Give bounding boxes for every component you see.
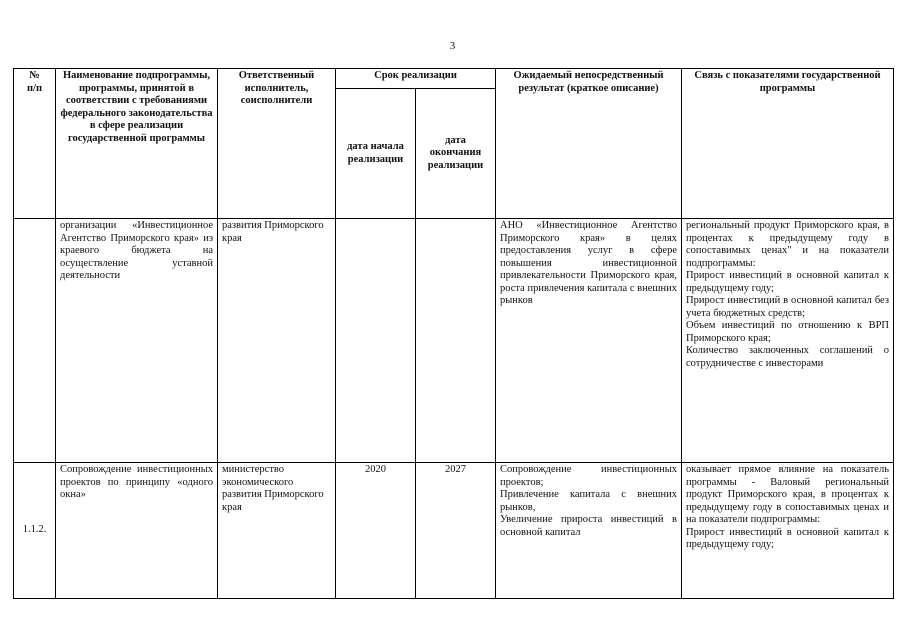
row-name: Сопровождение инвестиционных проектов по принципу «одного окна»	[56, 463, 218, 599]
header-executor: Ответственный исполнитель, соисполнители	[218, 69, 336, 219]
link-line: Количество заключенных соглашений о сотрудничестве с инвесторами	[686, 345, 889, 369]
link-line: Объем инвестиций по отношению к ВРП Приморского края;	[686, 320, 889, 344]
header-end: дата окончания реализации	[416, 89, 496, 219]
row-end: 2027	[416, 463, 496, 599]
row-result: АНО «Инвестиционное Агентство Приморского края» в целях предоставления услуг в сфере повышения инвестиционной привлекательности Приморского края, роста привлечения капитала с внешних рынков	[496, 219, 682, 463]
header-link: Связь с показателями государственной программы	[682, 69, 894, 219]
program-table	[13, 68, 894, 599]
link-line: региональный продукт Приморского края, в процентах к предыдущему году в сопоставимых ценах" и на показатели подпрограммы:	[686, 220, 889, 269]
table-row	[14, 219, 894, 463]
link-line: оказывает прямое влияние на показатель программы - Валовый региональный продукт Приморского края, в процентах к предыдущему году в сопоставимых ценах и на показатели подпрограммы:	[686, 464, 889, 525]
row-executor: министерство экономического развития Приморского края	[218, 463, 336, 599]
link-line: Прирост инвестиций в основной капитал к предыдущему году;	[686, 526, 889, 550]
header-result: Ожидаемый непосредственный результат (краткое описание)	[496, 69, 682, 219]
link-line: Прирост инвестиций в основной капитал без учета бюджетных средств;	[686, 295, 889, 319]
row-num	[14, 219, 56, 463]
row-link	[682, 463, 894, 599]
row-num: 1.1.2.	[14, 463, 56, 599]
row-name: организации «Инвестиционное Агентство Приморского края» из краевого бюджета на осуществление уставной деятельности	[56, 219, 218, 463]
page-number: 3	[449, 40, 456, 52]
row-executor: развития Приморского края	[218, 219, 336, 463]
result-line: Привлечение капитала с внешних рынков,	[500, 489, 677, 513]
row-link	[682, 219, 894, 463]
row-start	[336, 219, 416, 463]
link-line: Прирост инвестиций в основной капитал к предыдущему году;	[686, 270, 889, 294]
header-start: дата начала реализации	[336, 89, 416, 219]
header-num: № п/п	[14, 69, 56, 219]
row-end	[416, 219, 496, 463]
header-name: Наименование подпрограммы, программы, принятой в соответствии с требованиями федерального законодательства в сфере реализации государственной программы	[56, 69, 218, 219]
header-period: Срок реализации	[336, 69, 496, 89]
table-row	[14, 463, 894, 599]
row-result	[496, 463, 682, 599]
row-start: 2020	[336, 463, 416, 599]
result-line: Увеличение прироста инвестиций в основной капитал	[500, 514, 677, 538]
result-line: Сопровождение инвестиционных проектов;	[500, 464, 677, 488]
